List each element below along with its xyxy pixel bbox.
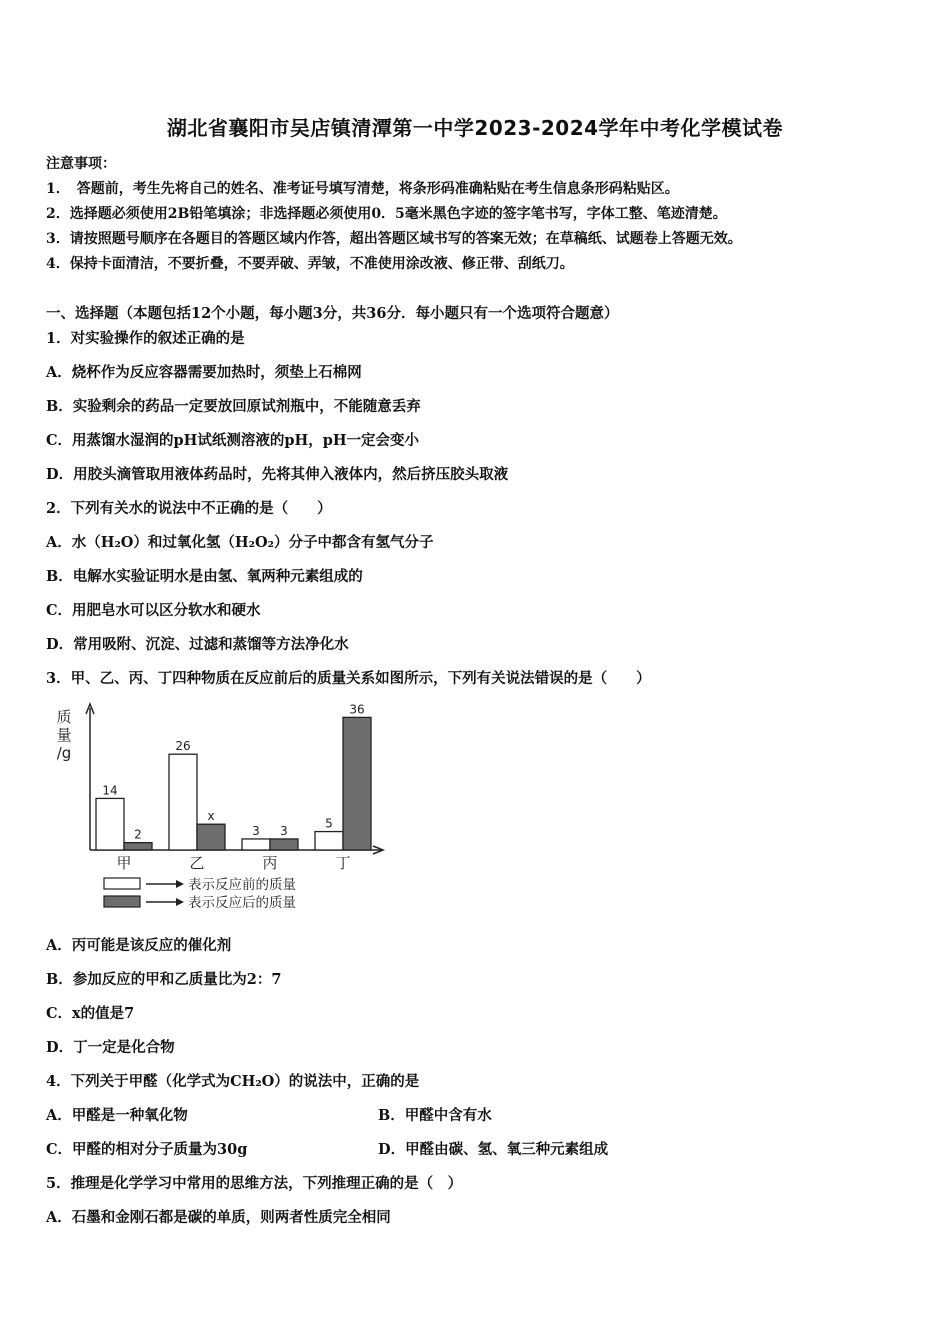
q3-option-b: B．参加反应的甲和乙质量比为2：7 <box>46 971 282 988</box>
bar-label-2-0: 3 <box>252 823 260 838</box>
notice-item-2: 2．选择题必须使用2B铅笔填涂；非选择题必须使用0．5毫米黑色字迹的签字笔书写，字体工整、笔迹清楚。 <box>46 206 727 222</box>
bar-2-1 <box>270 839 298 850</box>
bar-3-1 <box>343 717 371 850</box>
bar-label-0-0: 14 <box>102 783 118 798</box>
legend-label-1: 表示反应后的质量 <box>188 895 296 911</box>
bar-label-1-1: x <box>207 809 215 824</box>
notice-item-1: 1． 答题前，考生先将自己的姓名、准考证号填写清楚，将条形码准确粘贴在考生信息条形码粘贴区。 <box>46 181 679 197</box>
legend-swatch-1 <box>104 896 140 907</box>
q3-stem: 3．甲、乙、丙、丁四种物质在反应前后的质量关系如图所示，下列有关说法错误的是（ ） <box>46 670 651 687</box>
bar-1-0 <box>169 754 197 850</box>
q1-stem: 1．对实验操作的叙述正确的是 <box>46 330 245 347</box>
q2-option-d: D．常用吸附、沉淀、过滤和蒸馏等方法净化水 <box>46 636 349 653</box>
q2-stem: 2．下列有关水的说法中不正确的是（ ） <box>46 500 332 517</box>
q4-option-d: D．甲醛由碳、氢、氧三种元素组成 <box>378 1141 609 1158</box>
q3-option-d: D．丁一定是化合物 <box>46 1039 175 1056</box>
bar-0-1 <box>124 843 152 850</box>
y-axis-label: 量 <box>56 726 72 744</box>
q1-option-c: C．用蒸馏水湿润的pH试纸测溶液的pH，pH一定会变小 <box>46 432 420 449</box>
q1-option-b: B．实验剩余的药品一定要放回原试剂瓶中，不能随意丢弃 <box>46 398 421 415</box>
bar-label-2-1: 3 <box>280 823 288 838</box>
x-tick-label-0: 甲 <box>116 854 132 872</box>
q4-option-c: C．甲醛的相对分子质量为30g <box>46 1141 248 1158</box>
q4-stem: 4．下列关于甲醛（化学式为CH₂O）的说法中，正确的是 <box>46 1073 420 1090</box>
legend-arrow-head-0 <box>176 880 184 888</box>
x-tick-label-2: 丙 <box>262 854 278 872</box>
y-axis-label: /g <box>56 744 72 762</box>
q5-option-a: A．石墨和金刚石都是碳的单质，则两者性质完全相同 <box>46 1209 391 1226</box>
section-heading: 一、选择题（本题包括12个小题，每小题3分，共36分．每小题只有一个选项符合题意） <box>46 305 619 322</box>
bar-1-1 <box>197 824 225 850</box>
q1-option-a: A．烧杯作为反应容器需要加热时，须垫上石棉网 <box>46 364 362 381</box>
legend-arrow-head-1 <box>176 898 184 906</box>
x-tick-label-1: 乙 <box>189 854 205 872</box>
mass-bar-chart <box>46 698 396 916</box>
notice-item-4: 4．保持卡面清洁，不要折叠，不要弄破、弄皱，不准使用涂改液、修正带、刮纸刀。 <box>46 256 574 272</box>
bar-label-0-1: 2 <box>134 827 142 842</box>
q2-option-c: C．用肥皂水可以区分软水和硬水 <box>46 602 261 619</box>
legend-swatch-0 <box>104 878 140 889</box>
q4-option-b: B．甲醛中含有水 <box>378 1107 492 1124</box>
bar-label-3-1: 36 <box>349 702 365 717</box>
q2-option-a: A．水（H₂O）和过氧化氢（H₂O₂）分子中都含有氢气分子 <box>46 534 434 551</box>
x-tick-label-3: 丁 <box>335 854 351 872</box>
bar-3-0 <box>315 832 343 850</box>
notice-item-3: 3．请按照题号顺序在各题目的答题区域内作答，超出答题区域书写的答案无效；在草稿纸、试题卷上答题无效。 <box>46 231 742 247</box>
bar-label-1-0: 26 <box>175 739 191 754</box>
bar-label-3-0: 5 <box>325 816 333 831</box>
q5-stem: 5．推理是化学学习中常用的思维方法，下列推理正确的是（ ） <box>46 1175 463 1192</box>
bar-2-0 <box>242 839 270 850</box>
q3-option-c: C．x的值是7 <box>46 1005 135 1022</box>
notice-heading: 注意事项： <box>46 156 116 172</box>
q1-option-d: D．用胶头滴管取用液体药品时，先将其伸入液体内，然后挤压胶头取液 <box>46 466 509 483</box>
bar-0-0 <box>96 798 124 850</box>
q2-option-b: B．电解水实验证明水是由氢、氧两种元素组成的 <box>46 568 363 585</box>
y-axis-label: 质 <box>56 708 72 726</box>
q3-option-a: A．丙可能是该反应的催化剂 <box>46 937 232 954</box>
q4-option-a: A．甲醛是一种氧化物 <box>46 1107 188 1124</box>
legend-label-0: 表示反应前的质量 <box>188 877 296 893</box>
page-title: 湖北省襄阳市吴店镇清潭第一中学2023-2024学年中考化学模试卷 <box>166 116 784 140</box>
